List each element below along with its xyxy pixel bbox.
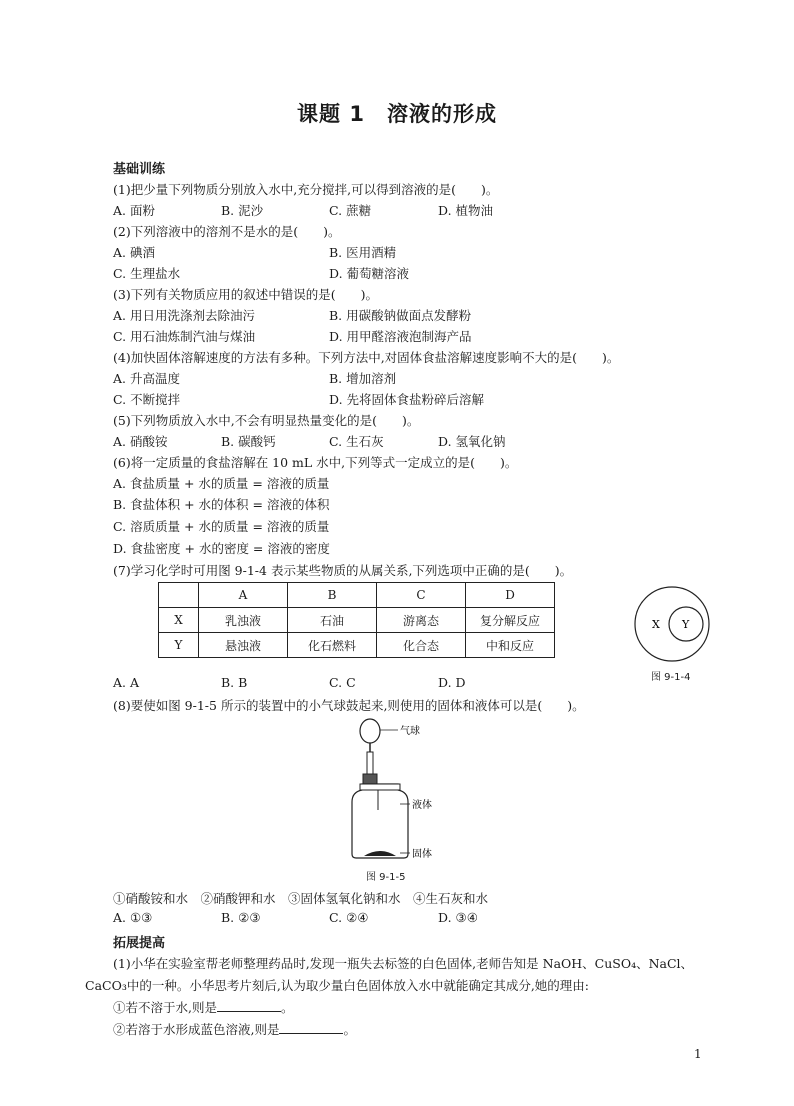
- q8-option-c: C. ②④: [329, 910, 369, 925]
- section-extension-heading: 拓展提高: [113, 936, 166, 951]
- table-cell: Y: [159, 633, 199, 658]
- table-cell: 石油: [288, 608, 377, 633]
- q2-option-a: A. 碘酒: [113, 245, 155, 260]
- q7-option-c: C. C: [329, 675, 356, 690]
- q1-option-c: C. 蔗糖: [329, 203, 372, 218]
- page-number: 1: [694, 1047, 702, 1061]
- q7-stem: (7)学习化学时可用图 9-1-4 表示某些物质的从属关系,下列选项中正确的是( )。: [113, 563, 573, 578]
- answer-blank-1[interactable]: [217, 999, 281, 1012]
- bottle-neck-ring: [360, 784, 400, 790]
- q8-option-b: B. ②③: [221, 910, 261, 925]
- table-cell: 游离态: [377, 608, 466, 633]
- ext1-sub1-row: [113, 998, 294, 1016]
- q5-option-d: D. 氢氧化钠: [438, 434, 506, 449]
- q2-stem: (2)下列溶液中的溶剂不是水的是( )。: [113, 224, 341, 239]
- q6-option-d: D. 食盐密度 + 水的密度 = 溶液的密度: [113, 541, 330, 556]
- q1-option-a: A. 面粉: [113, 203, 155, 218]
- q6-option-b: B. 食盐体积 + 水的体积 = 溶液的体积: [113, 497, 330, 512]
- q5-option-c: C. 生石灰: [329, 434, 384, 449]
- q7-option-b: B. B: [221, 675, 248, 690]
- q3-option-c: C. 用石油炼制汽油与煤油: [113, 329, 256, 344]
- table-cell: 悬浊液: [199, 633, 288, 658]
- q3-option-b: B. 用碳酸钠做面点发酵粉: [329, 308, 472, 323]
- section-basic-heading: 基础训练: [113, 162, 166, 177]
- table-cell: X: [159, 608, 199, 633]
- table-header-cell: C: [377, 583, 466, 608]
- q3-option-d: D. 用甲醛溶液泡制海产品: [329, 329, 472, 344]
- q5-stem: (5)下列物质放入水中,不会有明显热量变化的是( )。: [113, 413, 420, 428]
- q8-option-a: A. ①③: [113, 910, 153, 925]
- ext1-line2: CaCO₃中的一种。小华思考片刻后,认为取少量白色固体放入水中就能确定其成分,她的理由:: [85, 978, 589, 993]
- q4-option-b: B. 增加溶剂: [329, 371, 397, 386]
- bottle: [352, 784, 408, 858]
- liquid-label: 液体: [412, 800, 432, 811]
- table-cell: 复分解反应: [466, 608, 555, 633]
- q8-option-d: D. ③④: [438, 910, 478, 925]
- q6-option-a: A. 食盐质量 + 水的质量 = 溶液的质量: [113, 476, 330, 491]
- venn-outer-circle: [635, 587, 709, 661]
- table-cell: 乳浊液: [199, 608, 288, 633]
- figure-caption-9-1-4: 图 9-1-4: [651, 672, 691, 683]
- q7-option-d: D. D: [438, 675, 466, 690]
- balloon-label: 气球: [400, 726, 420, 737]
- table-row: [159, 583, 555, 608]
- ext1-sub2-row: [113, 1020, 356, 1038]
- q5-option-a: A. 硝酸铵: [113, 434, 168, 449]
- glass-tube: [367, 752, 373, 774]
- table-header-cell: B: [288, 583, 377, 608]
- q5-option-b: B. 碳酸钙: [221, 434, 276, 449]
- solid-label: 固体: [412, 849, 432, 860]
- q2-option-d: D. 葡萄糖溶液: [329, 266, 410, 281]
- q6-stem: (6)将一定质量的食盐溶解在 10 mL 水中,下列等式一定成立的是( )。: [113, 455, 518, 470]
- stopper: [363, 774, 377, 784]
- venn-x-label: X: [652, 618, 660, 631]
- page-title: 课题 1 溶液的形成: [297, 102, 497, 126]
- q6-option-c: C. 溶质质量 + 水的质量 = 溶液的质量: [113, 519, 330, 534]
- solid-pile: [364, 851, 396, 856]
- q4-option-c: C. 不断搅拌: [113, 392, 181, 407]
- balloon-shape: [360, 719, 380, 743]
- q1-option-d: D. 植物油: [438, 203, 494, 218]
- q2-option-c: C. 生理盐水: [113, 266, 181, 281]
- table-cell: 化石燃料: [288, 633, 377, 658]
- q2-option-b: B. 医用酒精: [329, 245, 397, 260]
- table-cell: [159, 583, 199, 608]
- q1-stem: (1)把少量下列物质分别放入水中,充分搅拌,可以得到溶液的是( )。: [113, 182, 499, 197]
- ext1-sub1: ①若不溶于水,则是: [113, 1000, 217, 1015]
- table-row: [159, 633, 555, 658]
- table-cell: 中和反应: [466, 633, 555, 658]
- q4-option-a: A. 升高温度: [113, 371, 180, 386]
- q4-stem: (4)加快固体溶解速度的方法有多种。下列方法中,对固体食盐溶解速度影响不大的是( )。: [113, 350, 620, 365]
- ext1-sub2: ②若溶于水形成蓝色溶液,则是: [113, 1022, 280, 1037]
- table-header-cell: A: [199, 583, 288, 608]
- figure-caption-9-1-5: 图 9-1-5: [366, 872, 406, 883]
- answer-blank-2[interactable]: [279, 1021, 343, 1034]
- ext1-sub1-end: 。: [280, 1000, 294, 1015]
- balloon-apparatus-figure: [348, 718, 468, 866]
- q3-stem: (3)下列有关物质应用的叙述中错误的是( )。: [113, 287, 378, 302]
- ext1-sub2-end: 。: [343, 1022, 356, 1037]
- q3-option-a: A. 用日用洗涤剂去除油污: [113, 308, 255, 323]
- q8-choices: ①硝酸铵和水 ②硝酸钾和水 ③固体氢氧化钠和水 ④生石灰和水: [113, 891, 489, 906]
- venn-y-label: Y: [682, 618, 690, 631]
- table-header-cell: D: [466, 583, 555, 608]
- q4-option-d: D. 先将固体食盐粉碎后溶解: [329, 392, 485, 407]
- q8-stem: (8)要使如图 9-1-5 所示的装置中的小气球鼓起来,则使用的固体和液体可以是( )。: [113, 698, 585, 713]
- table-row: [159, 608, 555, 633]
- table-cell: 化合态: [377, 633, 466, 658]
- q7-option-a: A. A: [113, 675, 140, 690]
- venn-diagram: [632, 584, 712, 664]
- q1-option-b: B. 泥沙: [221, 203, 264, 218]
- q7-table: [158, 582, 555, 658]
- ext1-line1: (1)小华在实验室帮老师整理药品时,发现一瓶失去标签的白色固体,老师告知是 NaOH、CuSO₄、NaCl、: [113, 956, 694, 971]
